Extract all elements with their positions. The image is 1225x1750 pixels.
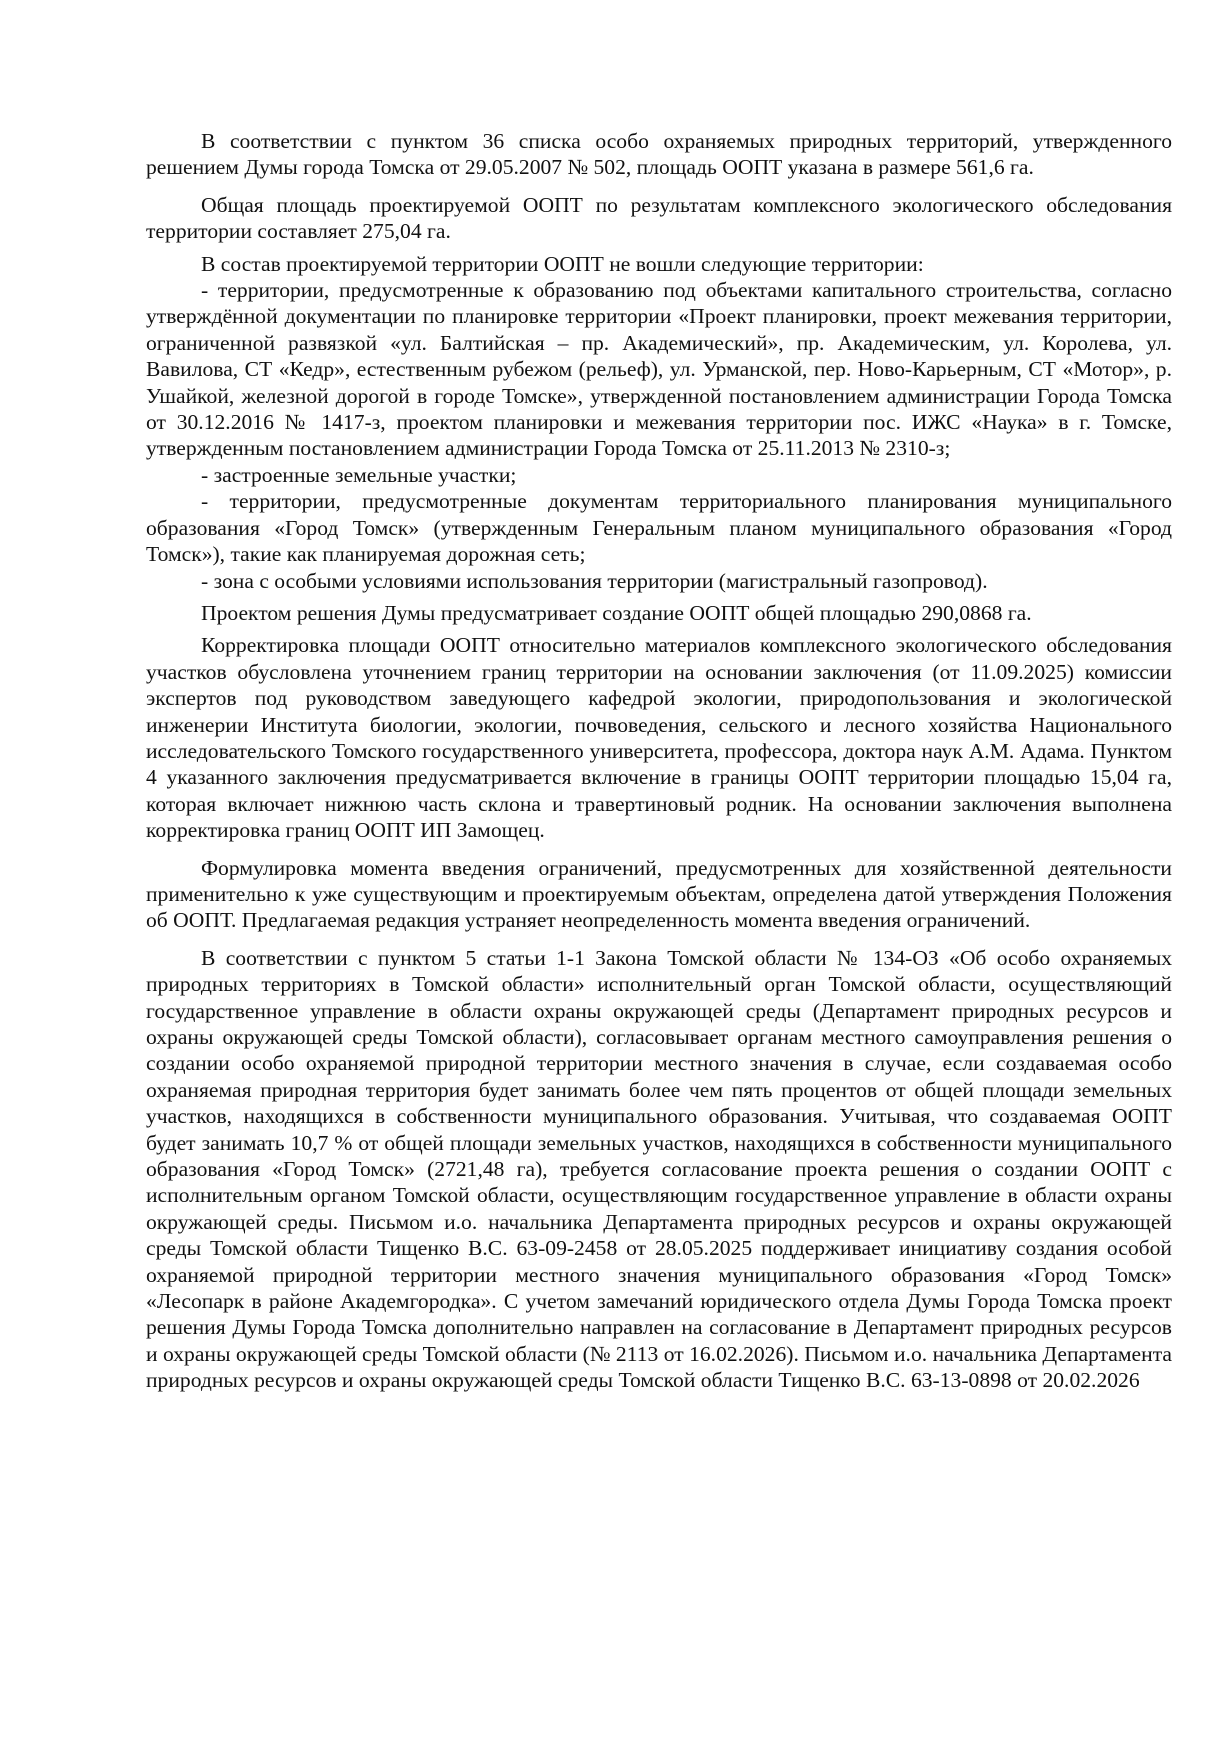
paragraph-excluded-intro: В состав проектируемой территории ООПТ не вошли следующие территории: — [201, 251, 924, 276]
list-item-built-plots: - застроенные земельные участки; — [201, 462, 517, 487]
list-item-capital-construction: - территории, предусмотренные к образованию под объектами капитального строительства, согласно утверждённой документации по планировке территории «Проект планировки, проект межевания территории, ограниченной развязкой «ул. Балтийская – пр. Академический», пр. Академическим, ул. Королева, ул. Вавилова, СТ «Кедр», естественным рубежом (рельеф), ул. Урманской, пер. Ново-Карьерным, СТ «Мотор», р. Ушайкой, железной дорогой в городе Томске», утвержденной постановлением администрации Города Томска от 30.12.2016 № 1417-з, проектом планировки и межевания территории пос. ИЖС «Наука» в г. Томске, утвержденным постановлением администрации Города Томска от 25.11.2013 № 2310-з; — [146, 278, 1172, 461]
paragraph-regional-approval: В соответствии с пунктом 5 статьи 1-1 Закона Томской области № 134-ОЗ «Об особо охраняемых природных территориях в Томской области» исполнительный орган Томской области, осуществляющий государственное управление в области охраны окружающей среды (Департамент природных ресурсов и охраны окружающей среды Томской области), согласовывает органам местного самоуправления решения о создании особо охраняемой природной территории местного значения в случае, если создаваемая особо охраняемая природная территория будет занимать более чем пять процентов от общей площади земельных участков, находящихся в собственности муниципального образования. Учитывая, что создаваемая ООПТ будет занимать 10,7 % от общей площади земельных участков, находящихся в собственности муниципального образования «Город Томск» (2721,48 га), требуется согласование проекта решения о создании ООПТ с исполнительным органом Томской области, осуществляющим государственное управление в области охраны окружающей среды. Письмом и.о. начальника Департамента природных ресурсов и охраны окружающей среды Томской области Тищенко В.С. 63-09-2458 от 28.05.2025 поддерживает инициативу создания особой охраняемой природной территории местного значения муниципального образования «Город Томск» «Лесопарк в районе Академгородка». С учетом замечаний юридического отдела Думы Города Томска проект решения Думы Города Томска дополнительно направлен на согласование в Департамент природных ресурсов и охраны окружающей среды Томской области (№ 2113 от 16.02.2026). Письмом и.о. начальника Департамента природных ресурсов и охраны окружающей среды Томской области Тищенко В.С. 63-13-0898 от 20.02.2026 — [146, 945, 1172, 1393]
paragraph-restrictions-wording: Формулировка момента введения ограничений, предусмотренных для хозяйственной деятельности применительно к уже существующим и проектируемым объектам, определена датой утверждения Положения об ООПТ. Предлагаемая редакция устраняет неопределенность момента введения ограничений. — [146, 855, 1172, 933]
document-page — [146, 128, 1172, 1394]
paragraph-project-area: Проектом решения Думы предусматривает создание ООПТ общей площадью 290,0868 га. — [201, 600, 1032, 625]
paragraph-oopt-area-decision: В соответствии с пунктом 36 списка особо охраняемых природных территорий, утвержденного решением Думы города Томска от 29.05.2007 № 502, площадь ООПТ указана в размере 561,6 га. — [146, 129, 1172, 180]
list-item-gas-pipeline-zone: - зона с особыми условиями использования территории (магистральный газопровод). — [201, 568, 988, 593]
list-item-territorial-planning: - территории, предусмотренные документам территориального планирования муниципального образования «Город Томск» (утвержденным Генеральным планом муниципального образования «Город Томск»), такие как планируемая дорожная сеть; — [146, 489, 1172, 567]
paragraph-area-correction: Корректировка площади ООПТ относительно материалов комплексного экологического обследования участков обусловлена уточнением границ территории на основании заключения (от 11.09.2025) комиссии экспертов под руководством заведующего кафедрой экологии, природопользования и экологической инженерии Института биологии, экологии, почвоведения, сельского и лесного хозяйства Национального исследовательского Томского государственного университета, профессора, доктора наук А.М. Адама. Пунктом 4 указанного заключения предусматривается включение в границы ООПТ территории площадью 15,04 га, которая включает нижнюю часть склона и травертиновый родник. На основании заключения выполнена корректировка границ ООПТ ИП Замощец. — [146, 633, 1172, 843]
paragraph-total-area: Общая площадь проектируемой ООПТ по результатам комплексного экологического обследования территории составляет 275,04 га. — [146, 192, 1172, 244]
